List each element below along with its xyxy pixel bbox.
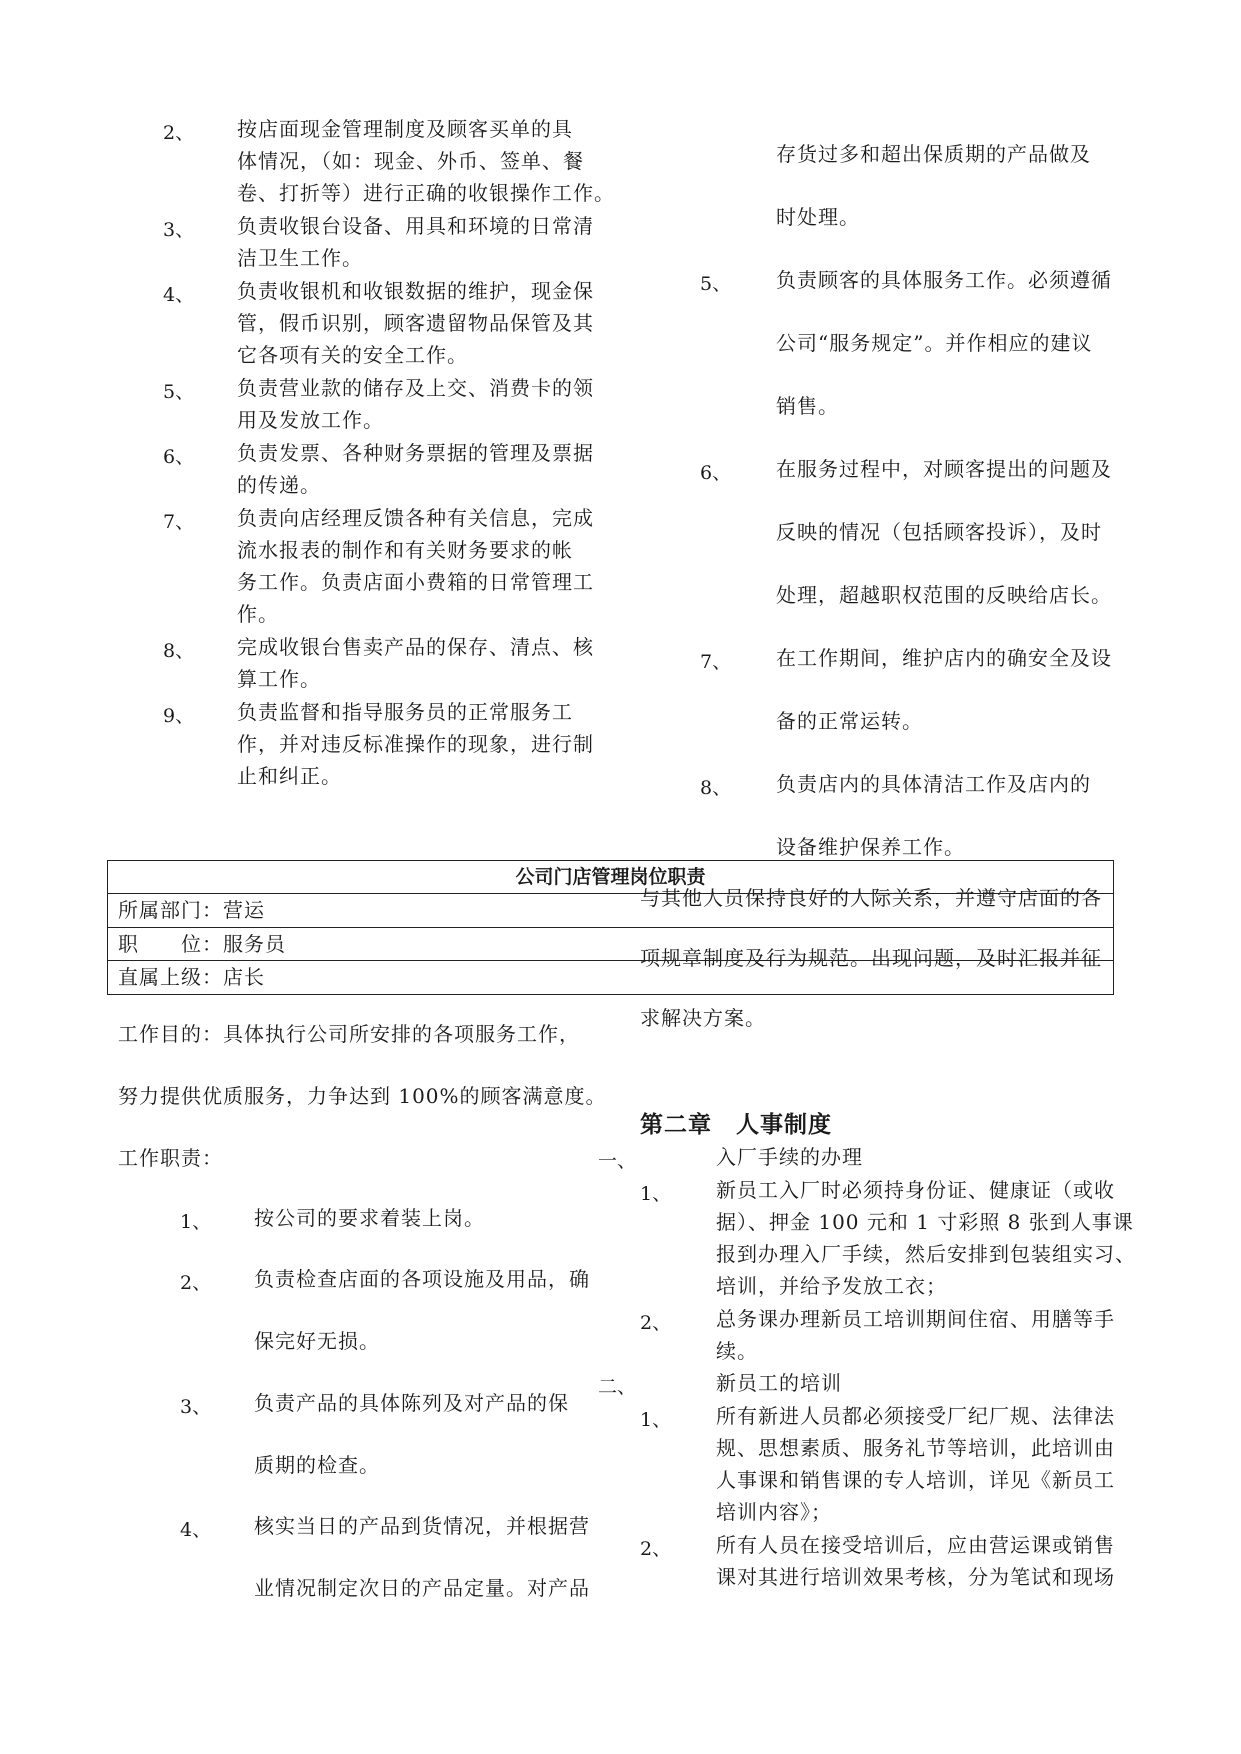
list-item-number: 6、 xyxy=(163,446,195,468)
list-item-number: 1、 xyxy=(640,1183,672,1205)
list-item-line: 人事课和销售课的专人培训，详见《新员工 xyxy=(716,1468,1115,1492)
list-item-line: 的传递。 xyxy=(237,473,321,497)
list-item-line: 负责向店经理反馈各种有关信息，完成 xyxy=(237,506,594,530)
list-item-number: 5、 xyxy=(163,381,195,403)
list-item-line: 负责监督和指导服务员的正常服务工 xyxy=(237,700,573,724)
purpose-line: 努力提供优质服务，力争达到 100%的顾客满意度。 xyxy=(118,1084,607,1108)
list-item-line: 作。 xyxy=(237,602,279,626)
paragraph-line: 项规章制度及行为规范。出现问题，及时汇报并征 xyxy=(640,946,1102,970)
list-item-number: 4、 xyxy=(163,284,195,306)
table-row xyxy=(108,927,1113,961)
list-item-line: 负责发票、各种财务票据的管理及票据 xyxy=(237,441,594,465)
list-item-line: 总务课办理新员工培训期间住宿、用膳等手 xyxy=(716,1307,1115,1331)
list-item-line: 培训内容》； xyxy=(716,1500,832,1524)
list-item-line: 保完好无损。 xyxy=(254,1329,380,1353)
list-item-line: 业情况制定次日的产品定量。对产品 xyxy=(254,1576,590,1600)
list-item-line: 处理，超越职权范围的反映给店长。 xyxy=(776,583,1112,607)
purpose-line: 工作目的：具体执行公司所安排的各项服务工作， xyxy=(118,1022,580,1046)
list-item-line: 课对其进行培训效果考核，分为笔试和现场 xyxy=(716,1565,1115,1589)
table-cell: 职 位：服务员 xyxy=(118,932,286,956)
list-item-line: 止和纠正。 xyxy=(237,764,342,788)
list-item-line: 用及发放工作。 xyxy=(237,408,384,432)
list-item-number: 4、 xyxy=(180,1519,212,1541)
list-item-line: 规、思想素质、服务礼节等培训，此培训由 xyxy=(716,1436,1115,1460)
list-item-number: 1、 xyxy=(180,1211,212,1233)
list-item-line: 流水报表的制作和有关财务要求的帐 xyxy=(237,538,573,562)
list-item-line: 反映的情况（包括顾客投诉），及时 xyxy=(776,520,1102,544)
list-item-number: 7、 xyxy=(163,511,195,533)
list-item-line: 负责检查店面的各项设施及用品，确 xyxy=(254,1267,590,1291)
list-item-line: 算工作。 xyxy=(237,667,321,691)
table-title: 公司门店管理岗位职责 xyxy=(515,866,706,888)
list-item-line: 报到办理入厂手续，然后安排到包装组实习、 xyxy=(716,1242,1136,1266)
list-item-line: 核实当日的产品到货情况，并根据营 xyxy=(254,1514,590,1538)
table-cell: 所属部门：营运 xyxy=(118,898,265,922)
list-item-line: 备的正常运转。 xyxy=(776,709,923,733)
list-item-line: 公司“服务规定”。并作相应的建议 xyxy=(776,331,1093,355)
list-item-line: 负责营业款的储存及上交、消费卡的领 xyxy=(237,376,594,400)
list-item-line: 作，并对违反标准操作的现象，进行制 xyxy=(237,732,594,756)
list-item-line: 续。 xyxy=(716,1339,758,1363)
list-item-number: 7、 xyxy=(700,651,732,673)
list-item-number: 6、 xyxy=(700,462,732,484)
list-item-line: 负责顾客的具体服务工作。必须遵循 xyxy=(776,268,1112,292)
list-item-line: 体情况，（如：现金、外币、签单、餐 xyxy=(237,149,584,173)
list-item-line: 完成收银台售卖产品的保存、清点、核 xyxy=(237,635,594,659)
paragraph-line: 求解决方案。 xyxy=(640,1006,766,1030)
list-item-number: 8、 xyxy=(163,640,195,662)
list-item-line: 管，假币识别，顾客遗留物品保管及其 xyxy=(237,311,594,335)
chapter-title: 第二章 人事制度 xyxy=(640,1112,832,1138)
list-item-number: 3、 xyxy=(163,219,195,241)
list-item-line: 务工作。负责店面小费箱的日常管理工 xyxy=(237,570,594,594)
list-item-number: 2、 xyxy=(163,122,195,144)
list-item-line: 时处理。 xyxy=(776,205,860,229)
list-item-number: 2、 xyxy=(640,1538,672,1560)
duties-heading: 工作职责： xyxy=(118,1146,223,1170)
list-item-number: 2、 xyxy=(640,1312,672,1334)
section-number: 一、 xyxy=(598,1150,637,1172)
paragraph-line: 与其他人员保持良好的人际关系，并遵守店面的各 xyxy=(640,886,1102,910)
list-item-line: 按公司的要求着装上岗。 xyxy=(254,1206,485,1230)
list-item-number: 8、 xyxy=(700,777,732,799)
list-item-line: 卷、打折等）进行正确的收银操作工作。 xyxy=(237,181,615,205)
list-item-number: 3、 xyxy=(180,1396,212,1418)
list-item-line: 所有人员在接受培训后，应由营运课或销售 xyxy=(716,1533,1115,1557)
list-item-line: 负责收银机和收银数据的维护，现金保 xyxy=(237,279,594,303)
list-item-line: 存货过多和超出保质期的产品做及 xyxy=(776,142,1091,166)
list-item-line: 质期的检查。 xyxy=(254,1453,380,1477)
list-item-line: 按店面现金管理制度及顾客买单的具 xyxy=(237,117,573,141)
list-item-line: 设备维护保养工作。 xyxy=(776,835,965,859)
list-item-line: 负责产品的具体陈列及对产品的保 xyxy=(254,1391,569,1415)
list-item-number: 5、 xyxy=(700,273,732,295)
list-item-line: 销售。 xyxy=(776,394,839,418)
list-item-number: 2、 xyxy=(180,1272,212,1294)
list-item-line: 培训，并给予发放工衣； xyxy=(716,1274,947,1298)
list-item-number: 1、 xyxy=(640,1409,672,1431)
list-item-line: 新员工入厂时必须持身份证、健康证（或收 xyxy=(716,1178,1115,1202)
list-item-line: 在服务过程中，对顾客提出的问题及 xyxy=(776,457,1112,481)
list-item-line: 负责收银台设备、用具和环境的日常清 xyxy=(237,214,594,238)
list-item-number: 9、 xyxy=(163,705,195,727)
section-title: 新员工的培训 xyxy=(716,1371,842,1395)
list-item-line: 据）、押金 100 元和 1 寸彩照 8 张到人事课 xyxy=(716,1210,1134,1234)
job-info-table xyxy=(107,860,1114,995)
table-row xyxy=(108,960,1113,994)
list-item-line: 在工作期间，维护店内的确安全及设 xyxy=(776,646,1112,670)
list-item-line: 它各项有关的安全工作。 xyxy=(237,343,468,367)
table-cell: 直属上级：店长 xyxy=(118,965,265,989)
section-title: 入厂手续的办理 xyxy=(716,1145,863,1169)
section-number: 二、 xyxy=(598,1376,637,1398)
list-item-line: 所有新进人员都必须接受厂纪厂规、法律法 xyxy=(716,1404,1115,1428)
table-row xyxy=(108,893,1113,927)
list-item-line: 负责店内的具体清洁工作及店内的 xyxy=(776,772,1091,796)
list-item-line: 洁卫生工作。 xyxy=(237,246,363,270)
